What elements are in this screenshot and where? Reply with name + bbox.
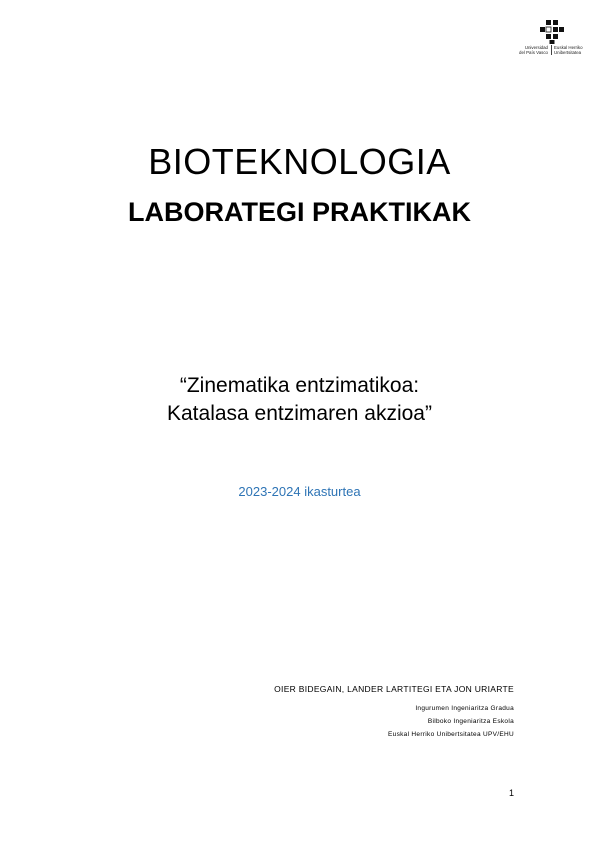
practice-title-line1: “Zinematika entzimatikoa: (179, 374, 420, 397)
academic-year: 2023-2024 ikasturtea (238, 484, 361, 499)
logo-text-spanish-line1: Universidad (524, 45, 548, 50)
affiliation-degree: Ingurumen Ingeniaritza Gradua (415, 705, 514, 712)
logo-text-spanish (512, 45, 548, 55)
logo-divider (551, 45, 552, 55)
authors: OIER BIDEGAIN, LANDER LARTITEGI ETA JON URIARTE (274, 684, 514, 694)
document-subtitle: LABORATEGI PRAKTIKAK (128, 197, 471, 227)
affiliation-university: Euskal Herriko Unibertsitatea UPV/EHU (388, 731, 514, 738)
logo-text-basque-line2: Unibertsitatea (554, 50, 582, 55)
affiliation-school: Bilboko Ingeniaritza Eskola (427, 718, 514, 725)
upv-ehu-emblem-icon (540, 20, 564, 44)
practice-title (0, 372, 599, 428)
logo-text-spanish-line2: del País Vasco (519, 50, 548, 55)
university-logo (510, 20, 590, 60)
document-title: BIOTEKNOLOGIA (148, 141, 451, 182)
practice-title-line2: Katalasa entzimaren akzioa” (167, 402, 432, 425)
logo-text-basque-line1: Euskal Herriko (554, 45, 583, 50)
page-number: 1 (508, 788, 514, 798)
logo-text-basque (554, 45, 590, 55)
